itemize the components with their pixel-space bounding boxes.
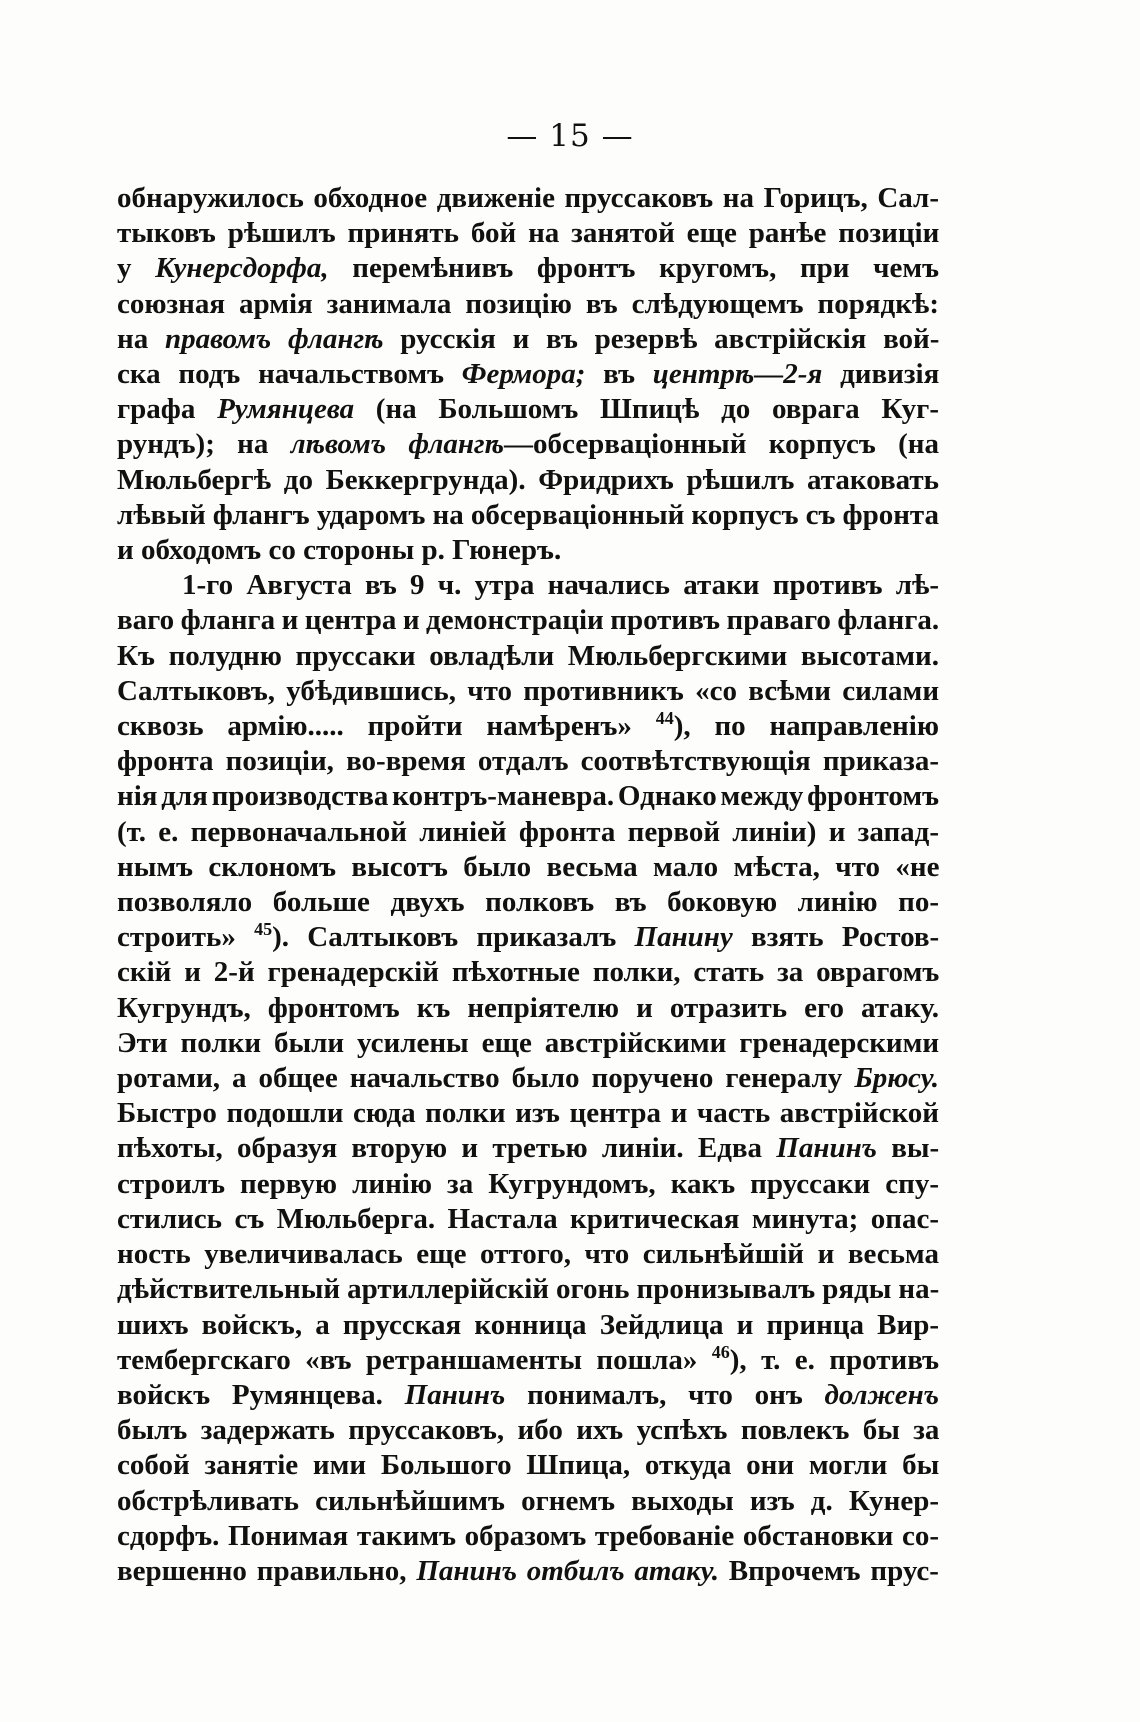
text-run: дивизія — [822, 358, 940, 391]
text-line — [117, 639, 939, 674]
italic-text: Брюсу. — [854, 1062, 939, 1095]
text-run: перемѣнивъ фронтъ кругомъ, при чемъ — [328, 252, 939, 285]
text-run: пѣхоты, образуя вторую и третью линіи. Едва — [117, 1132, 777, 1165]
text-line — [117, 1519, 939, 1554]
text-line — [117, 533, 939, 568]
footnote-ref: 46 — [711, 1341, 730, 1362]
text-line — [117, 885, 939, 920]
text-line — [117, 251, 939, 286]
text-run: взять Ростов- — [732, 921, 940, 954]
text-run: (на Большомъ Шпицѣ до оврага Куг- — [354, 393, 939, 426]
italic-text: лѣвомъ флангѣ — [290, 428, 504, 461]
text-line — [117, 815, 939, 850]
text-line — [117, 498, 939, 533]
text-run: Мюльбергѣ до Беккергрунда). Фридрихъ рѣшилъ атаковать — [117, 463, 939, 496]
text-line — [117, 991, 939, 1026]
italic-text: Кунерсдорфа, — [155, 252, 329, 285]
text-run: и обходомъ со стороны р. Гюнеръ. — [117, 534, 562, 567]
page-number: — 15 — — [506, 118, 634, 154]
text-run: ротами, а общее начальство было поручено генералу — [117, 1062, 855, 1095]
text-run: (т. е. первоначальной линіей фронта первой линіи) и запад- — [117, 815, 939, 848]
text-run: войскъ Румянцева. — [117, 1378, 405, 1411]
text-line — [117, 955, 939, 990]
text-line — [117, 1061, 939, 1096]
text-line — [117, 392, 939, 427]
text-line — [117, 1272, 939, 1307]
italic-text: Панинъ — [776, 1132, 877, 1165]
text-run: нымъ склономъ высотъ было весьма мало мѣста, что «не — [117, 850, 940, 883]
text-run: вершенно правильно, — [117, 1554, 417, 1587]
text-line — [117, 463, 939, 498]
text-line — [117, 1308, 939, 1343]
text-line — [117, 674, 939, 709]
text-line — [117, 568, 939, 603]
text-line — [117, 357, 939, 392]
text-run: позволяло больше двухъ полковъ въ боковую линію по- — [117, 886, 939, 919]
text-run: вы- — [876, 1132, 940, 1165]
text-run: ваго фланга и центра и демонстраціи противъ праваго фланга. — [117, 604, 940, 637]
text-line — [117, 709, 939, 744]
text-run: тыковъ рѣшилъ принять бой на занятой еще ранѣе позиціи — [117, 217, 940, 250]
text-run: шихъ войскъ, а прусская конница Зейдлица и принца Вир- — [117, 1308, 939, 1341]
text-line — [117, 1554, 939, 1589]
text-run: понималъ, что онъ — [505, 1378, 825, 1411]
text-run: обстрѣливать сильнѣйшимъ огнемъ выходы изъ д. Кунер- — [117, 1484, 939, 1517]
text-run: скій и 2-й гренадерскій пѣхотные полки, стать за оврагомъ — [117, 956, 940, 989]
italic-text: Румянцева — [217, 393, 355, 426]
italic-text: Фермора; — [461, 358, 586, 391]
text-line — [117, 920, 939, 955]
text-run: русскія и въ резервѣ австрійскія вой- — [383, 322, 940, 355]
footnote-ref: 45 — [254, 919, 273, 940]
italic-text: центрѣ—2-я — [652, 358, 823, 391]
text-line — [117, 779, 939, 814]
text-line — [117, 850, 939, 885]
text-run: Къ полудню пруссаки овладѣли Мюльбергскими высотами. — [117, 639, 940, 672]
text-run: Быстро подошли сюда полки изъ центра и часть австрійской — [117, 1097, 939, 1130]
text-line — [117, 1343, 939, 1378]
text-run: —обсерваціонный корпусъ (на — [503, 428, 939, 461]
text-run: собой занятіе ими Большого Шпица, откуда они могли бы — [117, 1449, 940, 1482]
text-run: Эти полки были усилены еще австрійскими гренадерскими — [117, 1026, 940, 1059]
text-line — [117, 1026, 939, 1061]
italic-text: Панинъ — [404, 1378, 506, 1411]
text-line — [117, 181, 939, 216]
text-run: лѣвый флангъ ударомъ на обсерваціонный корпусъ съ фронта — [117, 498, 939, 531]
text-line — [117, 427, 939, 462]
text-run: въ — [585, 358, 653, 391]
text-run: фронта позиціи, во-время отдалъ соотвѣтствующія приказа- — [117, 745, 939, 778]
text-run: ). Салтыковъ приказалъ — [272, 921, 635, 954]
text-line — [117, 1237, 939, 1272]
text-line — [117, 1202, 939, 1237]
text-run: нія для производства контръ-маневра. Однако между фронтомъ — [117, 780, 939, 813]
text-run: ), по направленію — [673, 710, 939, 743]
italic-text: Панинъ отбилъ атаку. — [416, 1554, 719, 1587]
text-run: стились съ Мюльберга. Настала критическая минута; опас- — [117, 1202, 939, 1235]
footnote-ref: 44 — [655, 708, 674, 729]
text-line — [117, 322, 939, 357]
text-line — [117, 1448, 939, 1483]
italic-text: долженъ — [824, 1378, 940, 1411]
text-run: 1-го Августа въ 9 ч. утра начались атаки противъ лѣ- — [182, 569, 940, 602]
text-run: обнаружилось обходное движеніе пруссаковъ на Горицъ, Сал- — [117, 182, 939, 214]
text-run: ность увеличивалась еще оттого, что сильнѣйшій и весьма — [117, 1238, 939, 1271]
text-run: Впрочемъ прус- — [718, 1554, 939, 1587]
text-run: рундъ); на — [117, 428, 291, 461]
text-run: сдорфъ. Понимая такимъ образомъ требованіе обстановки со- — [117, 1519, 939, 1552]
text-run: на — [117, 322, 165, 355]
paragraph — [117, 568, 939, 1589]
text-line — [117, 1131, 939, 1166]
body-text — [117, 181, 939, 1589]
text-line — [117, 1413, 939, 1448]
text-run: у — [117, 252, 156, 285]
text-run: союзная армія занимала позицію въ слѣдующемъ порядкѣ: — [117, 287, 939, 320]
text-line — [117, 1096, 939, 1131]
text-line — [117, 1167, 939, 1202]
text-line — [117, 603, 939, 638]
text-run: строилъ первую линію за Кугрундомъ, какъ пруссаки спу- — [117, 1167, 939, 1200]
italic-text: Панину — [634, 921, 733, 954]
text-line — [117, 287, 939, 322]
text-line — [117, 1484, 939, 1519]
text-run: Кугрундъ, фронтомъ къ непріятелю и отразить его атаку. — [117, 991, 939, 1024]
text-run: Салтыковъ, убѣдившись, что противникъ «со всѣми силами — [117, 674, 940, 707]
text-run: былъ задержать пруссаковъ, ибо ихъ успѣхъ повлекъ бы за — [117, 1414, 940, 1447]
italic-text: правомъ флангѣ — [164, 322, 384, 355]
text-line — [117, 216, 939, 251]
text-run: ), т. е. противъ — [729, 1343, 940, 1376]
text-line — [117, 1378, 939, 1413]
text-run: тембергскаго «въ ретраншаменты пошла» — [117, 1343, 712, 1376]
text-run: дѣйствительный артиллерійскій огонь пронизывалъ ряды на- — [117, 1273, 940, 1306]
text-run: ска подъ начальствомъ — [117, 358, 462, 391]
text-run: строить» — [117, 921, 255, 954]
text-run: графа — [117, 393, 218, 426]
paragraph — [117, 181, 939, 568]
text-run: сквозь армію..... пройти намѣренъ» — [117, 710, 656, 743]
text-line — [117, 744, 939, 779]
